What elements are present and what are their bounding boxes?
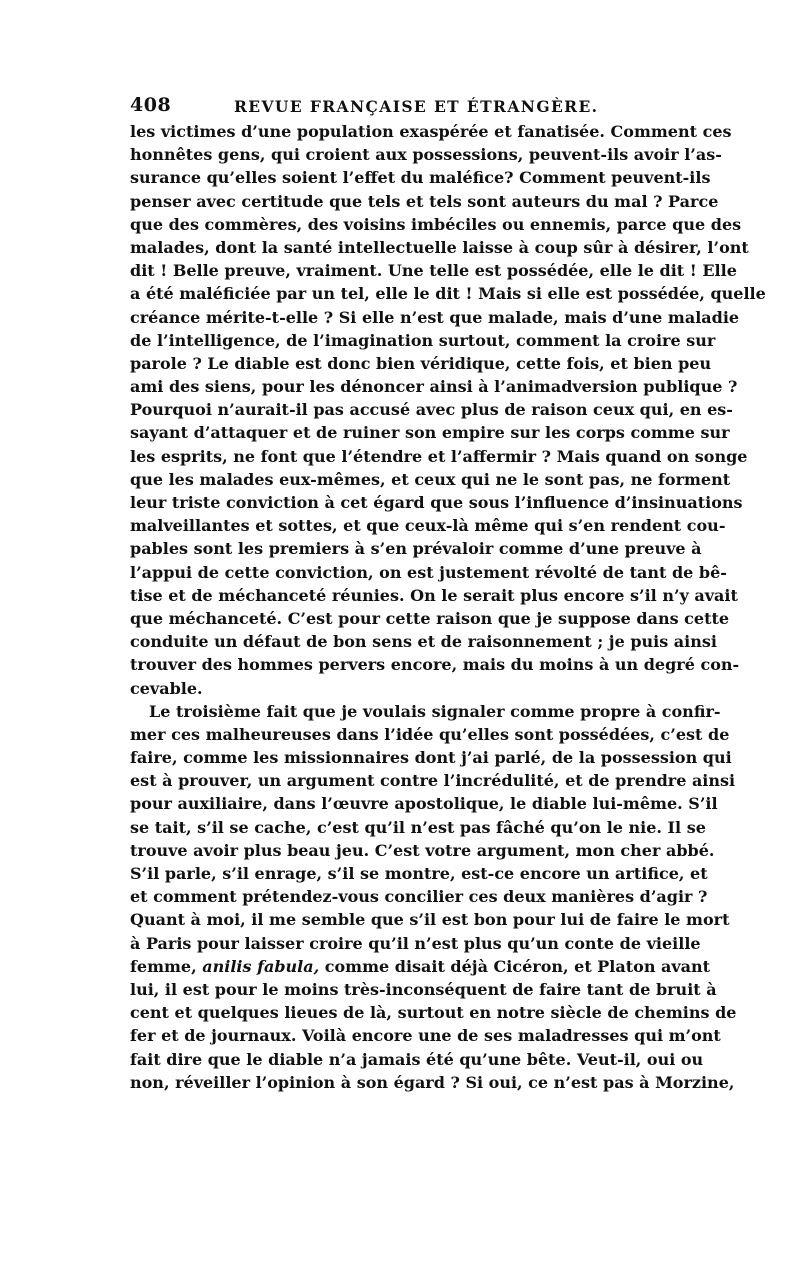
body-text <box>130 120 766 1094</box>
text-line: dit ! Belle preuve, vraiment. Une telle est possédée, elle le dit ! Elle <box>130 261 737 281</box>
text-line: que méchanceté. C’est pour cette raison que je suppose dans cette <box>130 608 730 628</box>
text-line: se tait, s’il se cache, c’est qu’il n’est pas fâché qu’on le nie. Il se <box>130 817 706 837</box>
text-line: surance qu’elles soient l’effet du maléfice? Comment peuvent-ils <box>130 168 711 188</box>
text-line: faire, comme les missionnaires dont j’ai parlé, de la possession qui <box>130 748 732 768</box>
running-head: REVUE FRANÇAISE ET ÉTRANGÈRE. <box>234 97 599 116</box>
text-line: penser avec certitude que tels et tels sont auteurs du mal ? Parce <box>130 191 719 211</box>
text-line: pables sont les premiers à s’en prévaloir comme d’une preuve à <box>130 539 702 559</box>
paragraph-end-line: cevable. <box>130 678 203 698</box>
text-line: mer ces malheureuses dans l’idée qu’elles sont possédées, c’est de <box>130 724 730 744</box>
text-line: ami des siens, pour les dénoncer ainsi à l’animadversion publique ? <box>130 377 738 397</box>
text-line: les victimes d’une population exaspérée et fanatisée. Comment ces <box>130 122 732 141</box>
text-line: lui, il est pour le moins très-inconséquent de faire tant de bruit à <box>130 979 717 999</box>
text-segment: femme, <box>130 956 203 976</box>
text-line: cent et quelques lieues de là, surtout en notre siècle de chemins de <box>130 1003 737 1023</box>
text-line: Pourquoi n’aurait-il pas accusé avec plus de raison ceux qui, en es- <box>130 400 733 420</box>
text-line: fer et de journaux. Voilà encore une de ses maladresses qui m’ont <box>130 1026 721 1046</box>
text-line: non, réveiller l’opinion à son égard ? Si oui, ce n’est pas à Morzine, <box>130 1072 735 1092</box>
text-line: honnêtes gens, qui croient aux possessions, peuvent-ils avoir l’as- <box>130 145 722 165</box>
page-number: 408 <box>130 94 172 116</box>
text-line: que des commères, des voisins imbéciles ou ennemis, parce que des <box>130 214 742 234</box>
text-segment: comme disait déjà Cicéron, et Platon avant <box>319 956 711 976</box>
text-line: trouver des hommes pervers encore, mais du moins à un degré con- <box>130 655 740 675</box>
text-line: que les malades eux-mêmes, et ceux qui ne le sont pas, ne forment <box>130 469 731 489</box>
text-line: Quant à moi, il me semble que s’il est bon pour lui de faire le mort <box>130 910 730 930</box>
text-line: est à prouver, un argument contre l’incrédulité, et de prendre ainsi <box>130 771 736 791</box>
text-line: les esprits, ne font que l’étendre et l’affermir ? Mais quand on songe <box>130 446 748 466</box>
text-line-with-italic <box>130 955 711 978</box>
text-line: sayant d’attaquer et de ruiner son empire sur les corps comme sur <box>130 423 730 443</box>
page-header <box>130 94 670 120</box>
text-line: malades, dont la santé intellectuelle laisse à coup sûr à désirer, l’ont <box>130 237 749 257</box>
text-line: fait dire que le diable n’a jamais été qu’une bête. Veut-il, oui ou <box>130 1049 704 1069</box>
text-line: l’appui de cette conviction, on est justement révolté de tant de bê- <box>130 562 727 582</box>
text-line: a été maléficiée par un tel, elle le dit ! Mais si elle est possédée, quelle <box>130 284 766 304</box>
text-line: créance mérite-t-elle ? Si elle n’est que malade, mais d’une maladie <box>130 307 740 327</box>
text-line: S’il parle, s’il enrage, s’il se montre, est-ce encore un artifice, et <box>130 864 708 883</box>
paragraph-start-line: Le troisième fait que je voulais signaler comme propre à confir- <box>149 701 721 721</box>
italic-phrase: anilis fabula, <box>202 956 320 976</box>
text-line: conduite un défaut de bon sens et de raisonnement ; je puis ainsi <box>130 632 717 652</box>
text-line: de l’intelligence, de l’imagination surtout, comment la croire sur <box>130 330 716 350</box>
text-line: leur triste conviction à cet égard que sous l’influence d’insinuations <box>130 493 743 512</box>
text-line: trouve avoir plus beau jeu. C’est votre argument, mon cher abbé. <box>130 840 715 860</box>
text-line: tise et de méchanceté réunies. On le serait plus encore s’il n’y avait <box>130 585 738 605</box>
text-line: malveillantes et sottes, et que ceux-là même qui s’en rendent cou- <box>130 516 726 536</box>
text-line: et comment prétendez-vous concilier ces deux manières d’agir ? <box>130 887 708 907</box>
text-line: parole ? Le diable est donc bien véridique, cette fois, et bien peu <box>130 353 712 373</box>
text-line: à Paris pour laisser croire qu’il n’est plus qu’un conte de vieille <box>130 933 701 953</box>
text-line: pour auxiliaire, dans l’œuvre apostolique, le diable lui-même. S’il <box>130 794 718 814</box>
